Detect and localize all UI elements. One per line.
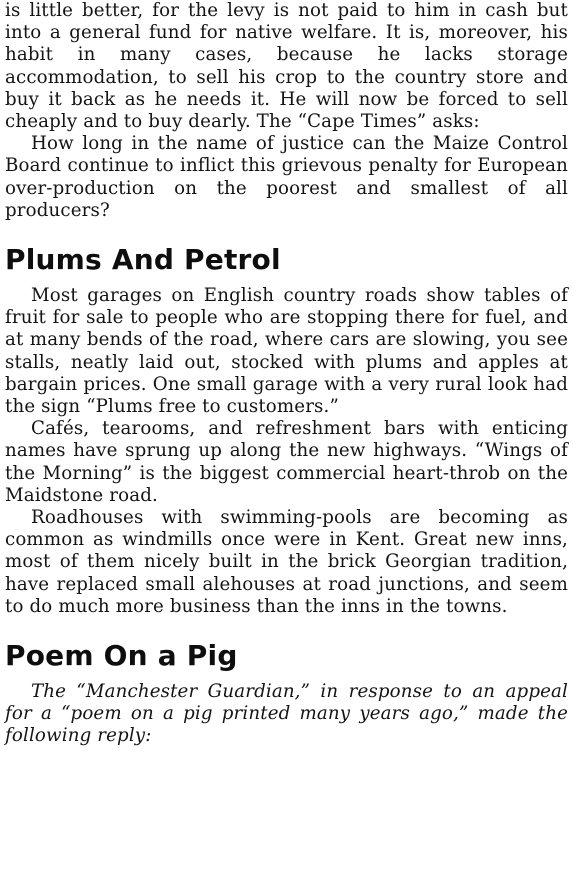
section-spacer [5,277,568,285]
article-page [5,0,568,748]
section-heading-pig: Poem On a Pig [5,639,238,673]
section-spacer [5,673,568,681]
plums-paragraph-1: Most garages on English country roads show tables of fruit for sale to people who are stopping there for fuel, and at many bends of the road, where cars are slowing, you see stalls, neatly laid out, stocked with plums and apples at bargain prices. One small garage with a very rural look had the sign “Plums free to customers.” [5,285,568,418]
continued-paragraph: is little better, for the levy is not paid to him in cash but into a general fund for native welfare. It is, moreover, his habit in many cases, because he lacks storage accommodation, to sell his crop to the country store and buy it back as he needs it. He will now be forced to sell cheaply and to buy dearly. The “Cape Times” asks: [5,0,568,133]
section-heading-plums: Plums And Petrol [5,243,281,277]
section-spacer [5,618,568,639]
poem-intro-paragraph: The “Manchester Guardian,” in response to an appeal for a “poem on a pig printed many years ago,” made the following reply: [5,681,568,747]
plums-paragraph-2: Cafés, tearooms, and refreshment bars with enticing names have sprung up along the new highways. “Wings of the Morning” is the biggest commercial heart-throb on the Maidstone road. [5,418,568,506]
quoted-paragraph: How long in the name of justice can the Maize Control Board continue to inflict this grievous penalty for European over-production on the poorest and smallest of all producers? [5,133,568,221]
plums-paragraph-3: Roadhouses with swimming-pools are becoming as common as windmills once were in Kent. Great new inns, most of them nicely built in the brick Georgian tradition, have replaced small alehouses at road junctions, and seem to do much more business than the inns in the towns. [5,507,568,617]
section-spacer [5,222,568,243]
